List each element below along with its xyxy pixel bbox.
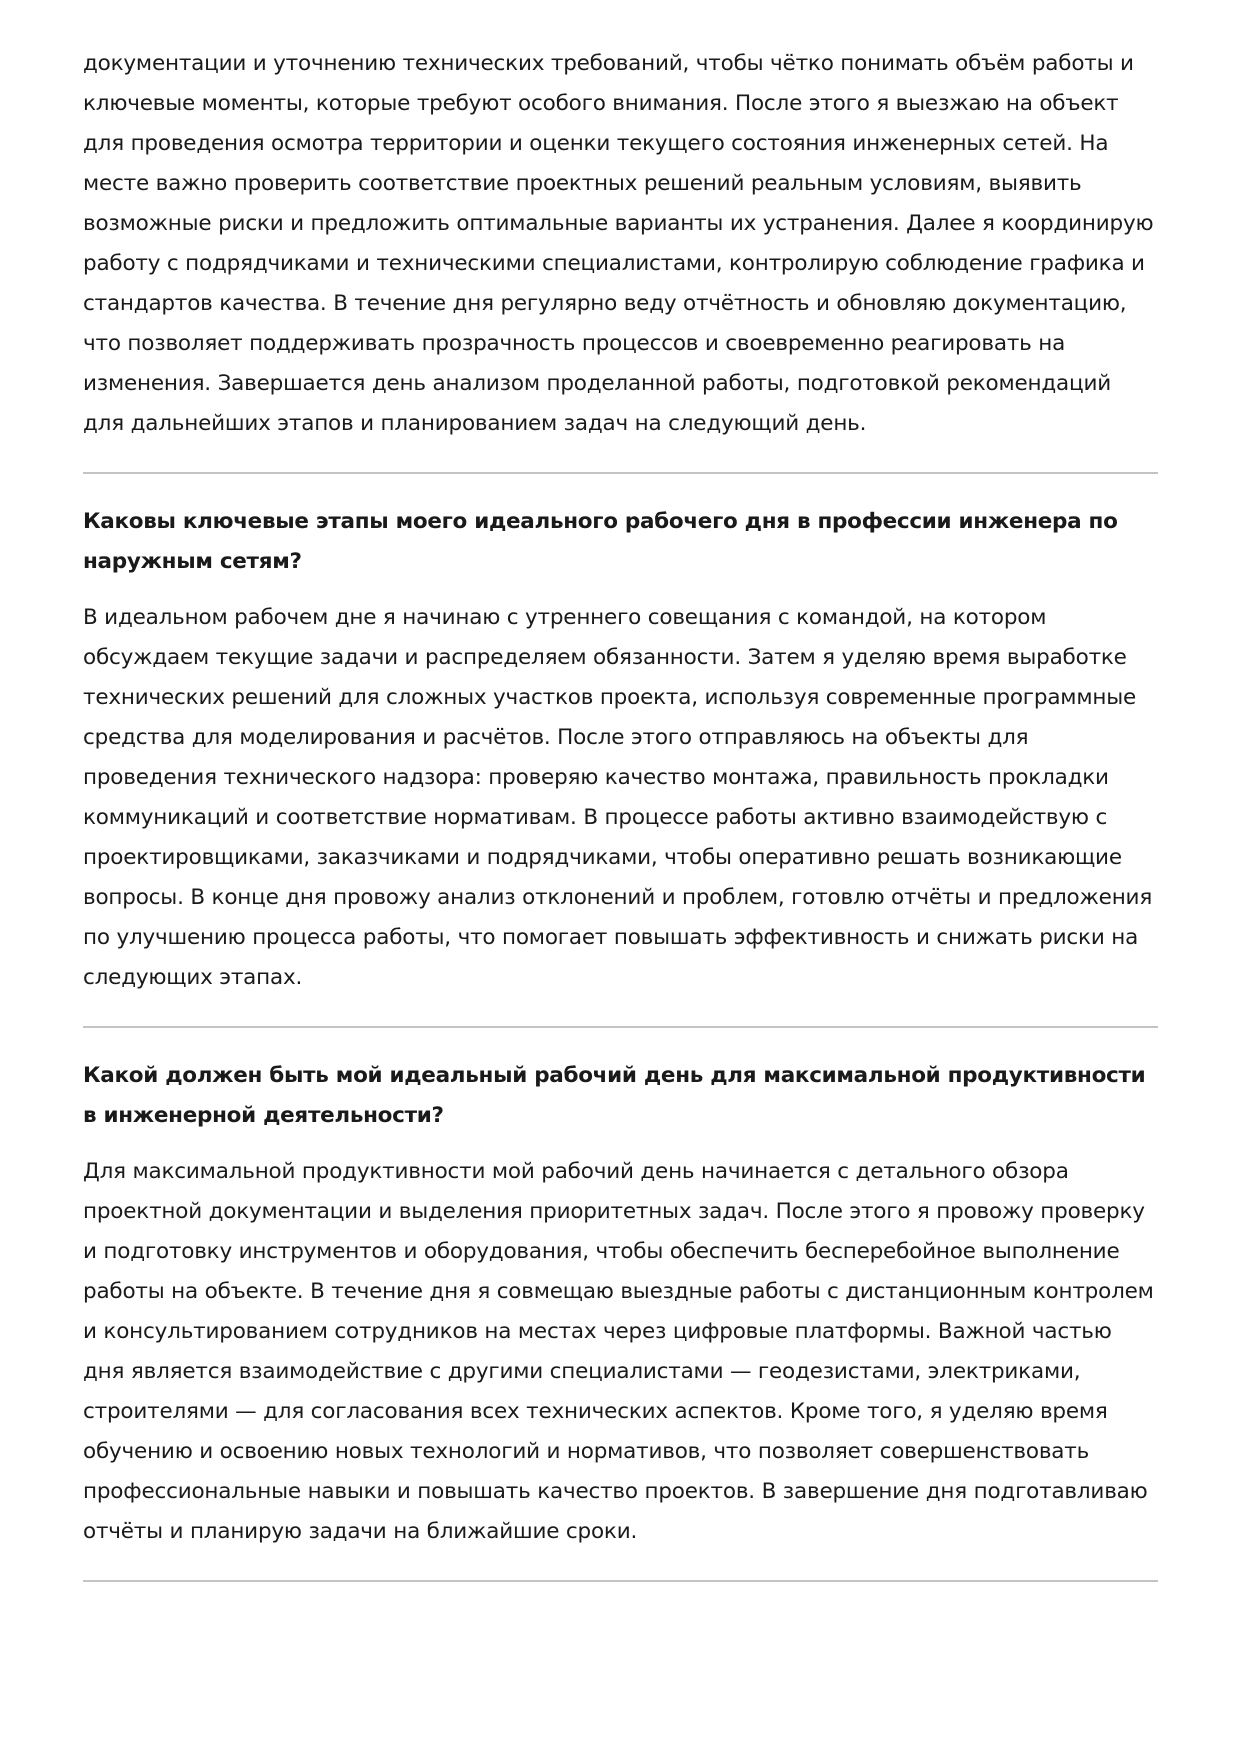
answer-paragraph-1: В идеальном рабочем дне я начинаю с утреннего совещания с командой, на котором обсуждаем текущие задачи и распределяем обязанности. Затем я уделяю время выработке технических решений для сложных участков проекта, используя современные программные средства для моделирования и расчётов. После этого отправляюсь на объекты для проведения технического надзора: проверяю качество монтажа, правильность прокладки коммуникаций и соответствие нормативам. В процессе работы активно взаимодействую с проектировщиками, заказчиками и подрядчиками, чтобы оперативно решать возникающие вопросы. В конце дня провожу анализ отклонений и проблем, готовлю отчёты и предложения по улучшению процесса работы, что помогает повышать эффективность и снижать риски на следующих этапах. (83, 605, 1153, 990)
section-divider (83, 1026, 1158, 1028)
section-divider (83, 472, 1158, 474)
answer-paragraph-2: Для максимальной продуктивности мой рабочий день начинается с детального обзора проектной документации и выделения приоритетных задач. После этого я провожу проверку и подготовку инструментов и оборудования, чтобы обеспечить бесперебойное выполнение работы на объекте. В течение дня я совмещаю выездные работы с дистанционным контролем и консультированием сотрудников на местах через цифровые платформы. Важной частью дня является взаимодействие с другими специалистами — геодезистами, электриками, строителями — для согласования всех технических аспектов. Кроме того, я уделяю время обучению и освоению новых технологий и нормативов, что позволяет совершенствовать профессиональные навыки и повышать качество проектов. В завершение дня подготавливаю отчёты и планирую задачи на ближайшие сроки. (83, 1159, 1154, 1544)
intro-paragraph: документации и уточнению технических требований, чтобы чётко понимать объём работы и ключевые моменты, которые требуют особого внимания. После этого я выезжаю на объект для проведения осмотра территории и оценки текущего состояния инженерных сетей. На месте важно проверить соответствие проектных решений реальным условиям, выявить возможные риски и предложить оптимальные варианты их устранения. Далее я координирую работу с подрядчиками и техническими специалистами, контролирую соблюдение графика и стандартов качества. В течение дня регулярно веду отчётность и обновляю документацию, что позволяет поддерживать прозрачность процессов и своевременно реагировать на изменения. Завершается день анализом проделанной работы, подготовкой рекомендаций для дальнейших этапов и планированием задач на следующий день. (83, 51, 1154, 436)
document-page (83, 44, 1158, 1582)
section-divider (83, 1580, 1158, 1582)
question-heading-2: Какой должен быть мой идеальный рабочий день для максимальной продуктивности в инженерной деятельности? (83, 1063, 1146, 1128)
question-heading-1: Каковы ключевые этапы моего идеального рабочего дня в профессии инженера по наружным сетям? (83, 509, 1118, 574)
